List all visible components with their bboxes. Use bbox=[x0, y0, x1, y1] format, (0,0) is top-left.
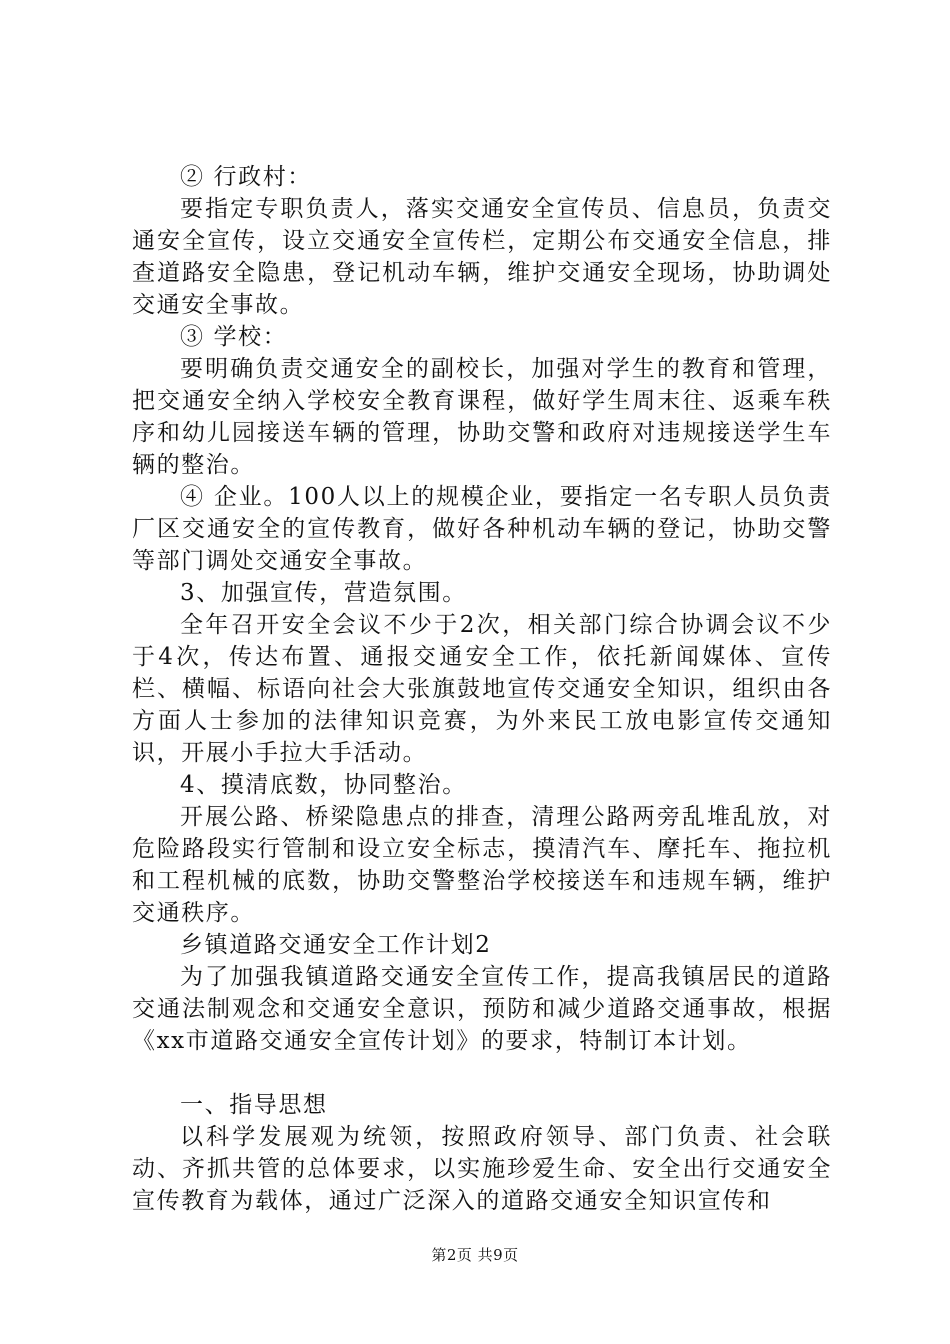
paragraph-guiding-thought-heading: 一、指导思想 bbox=[180, 1092, 328, 1118]
paragraph-section-3-body: 全年召开安全会议不少于2次，相关部门综合协调会议不少于4次，传达布置、通报交通安全工作，依托新闻媒体、宣传栏、横幅、标语向社会大张旗鼓地宣传交通安全知识，组织由各方面人士参加的法律知识竞赛，为外来民工放电影宣传交通知识，开展小手拉大手活动。 bbox=[132, 612, 832, 766]
paragraph-school-heading: ③ 学校： bbox=[180, 324, 288, 350]
document-body bbox=[132, 161, 832, 1217]
paragraph-village-heading: ② 行政村： bbox=[180, 164, 312, 190]
paragraph-section-4-heading: 4、摸清底数，协同整治。 bbox=[180, 772, 467, 798]
paragraph-school-body: 要明确负责交通安全的副校长，加强对学生的教育和管理，把交通安全纳入学校安全教育课程，做好学生周末往、返乘车秩序和幼儿园接送车辆的管理，协助交警和政府对违规接送学生车辆的整治。 bbox=[132, 356, 832, 478]
page-number-footer: 第2页 共9页 bbox=[431, 1246, 519, 1264]
paragraph-plan-2-title: 乡镇道路交通安全工作计划2 bbox=[180, 932, 492, 958]
paragraph-village-body: 要指定专职负责人，落实交通安全宣传员、信息员，负责交通安全宣传，设立交通安全宣传栏，定期公布交通安全信息，排查道路安全隐患，登记机动车辆，维护交通安全现场，协助调处交通安全事故。 bbox=[132, 196, 832, 318]
paragraph-guiding-thought-body: 以科学发展观为统领，按照政府领导、部门负责、社会联动、齐抓共管的总体要求，以实施珍爱生命、安全出行交通安全宣传教育为载体，通过广泛深入的道路交通安全知识宣传和 bbox=[132, 1124, 832, 1214]
paragraph-enterprise: ④ 企业。100人以上的规模企业，要指定一名专职人员负责厂区交通安全的宣传教育，做好各种机动车辆的登记，协助交警等部门调处交通安全事故。 bbox=[132, 484, 832, 574]
paragraph-section-4-body: 开展公路、桥梁隐患点的排查，清理公路两旁乱堆乱放，对危险路段实行管制和设立安全标志，摸清汽车、摩托车、拖拉机和工程机械的底数，协助交警整治学校接送车和违规车辆，维护交通秩序。 bbox=[132, 804, 832, 926]
paragraph-section-3-heading: 3、加强宣传，营造氛围。 bbox=[180, 580, 467, 606]
paragraph-plan-2-intro: 为了加强我镇道路交通安全宣传工作，提高我镇居民的道路交通法制观念和交通安全意识，预防和减少道路交通事故，根据《xx市道路交通安全宣传计划》的要求，特制订本计划。 bbox=[132, 964, 832, 1054]
